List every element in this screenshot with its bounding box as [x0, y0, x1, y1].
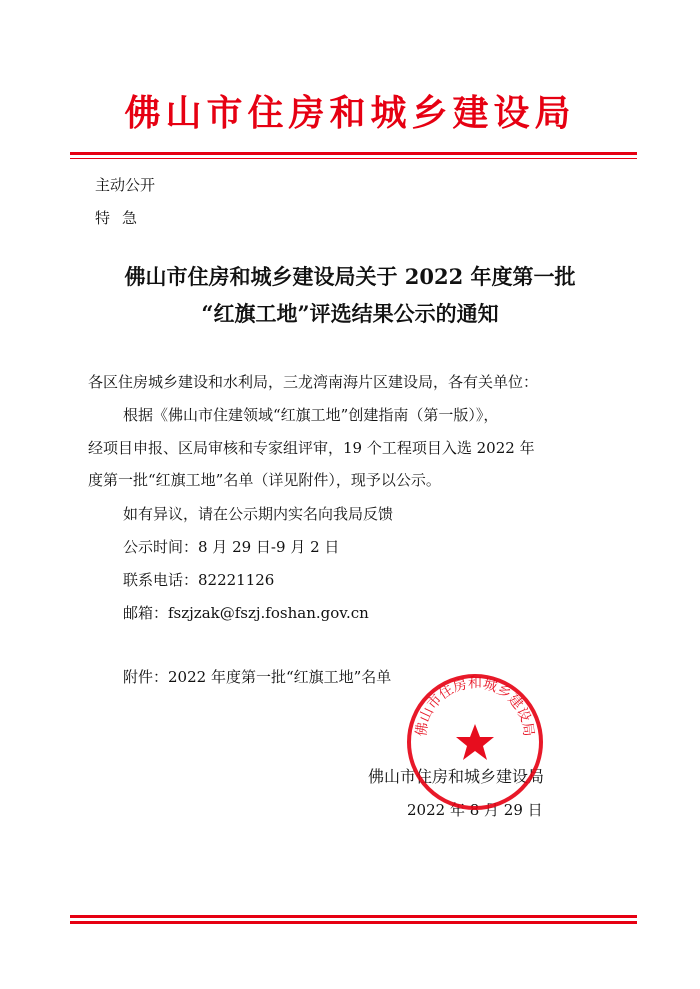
- svg-text:佛山市住房和城乡建设局: 佛山市住房和城乡建设局: [413, 675, 537, 738]
- attachment-note: 附件：2022 年度第一批“红旗工地”名单: [123, 668, 392, 686]
- header-divider-thin: [70, 158, 637, 159]
- document-title-line-2: “红旗工地”评选结果公示的通知: [201, 301, 499, 326]
- issuing-authority-header: 佛山市住房和城乡建设局: [124, 93, 576, 134]
- official-seal-stamp: [405, 672, 545, 812]
- recipients: 各区住房城乡建设和水利局，三龙湾南海片区建设局，各有关单位：: [88, 373, 539, 391]
- document-title-line-1: 佛山市住房和城乡建设局关于 2022 年度第一批: [124, 264, 576, 289]
- publicity-period: 公示时间：8 月 29 日-9 月 2 日: [123, 538, 340, 556]
- objection-notice: 如有异议，请在公示期内实名向我局反馈: [123, 505, 394, 523]
- contact-email: 邮箱：fszjzak@fszj.foshan.gov.cn: [123, 604, 369, 622]
- body-paragraph-line-2: 经项目申报、区局审核和专家组评审，19 个工程项目入选 2022 年: [88, 439, 535, 457]
- body-paragraph-line-3: 度第一批“红旗工地”名单（详见附件），现予以公示。: [88, 471, 441, 489]
- header-divider-thick: [70, 152, 637, 155]
- urgency-level: 特急: [95, 209, 150, 227]
- body-paragraph-line-1: 根据《佛山市住建领域“红旗工地”创建指南（第一版）》，: [123, 406, 499, 424]
- footer-divider-1: [70, 915, 637, 918]
- signature-date: 2022 年 8 月 29 日: [407, 801, 543, 819]
- footer-divider-2: [70, 921, 637, 924]
- disclosure-type: 主动公开: [95, 176, 156, 194]
- signature-organization: 佛山市住房和城乡建设局: [368, 767, 545, 786]
- contact-phone: 联系电话：82221126: [123, 571, 275, 589]
- seal-star-icon: [456, 724, 494, 760]
